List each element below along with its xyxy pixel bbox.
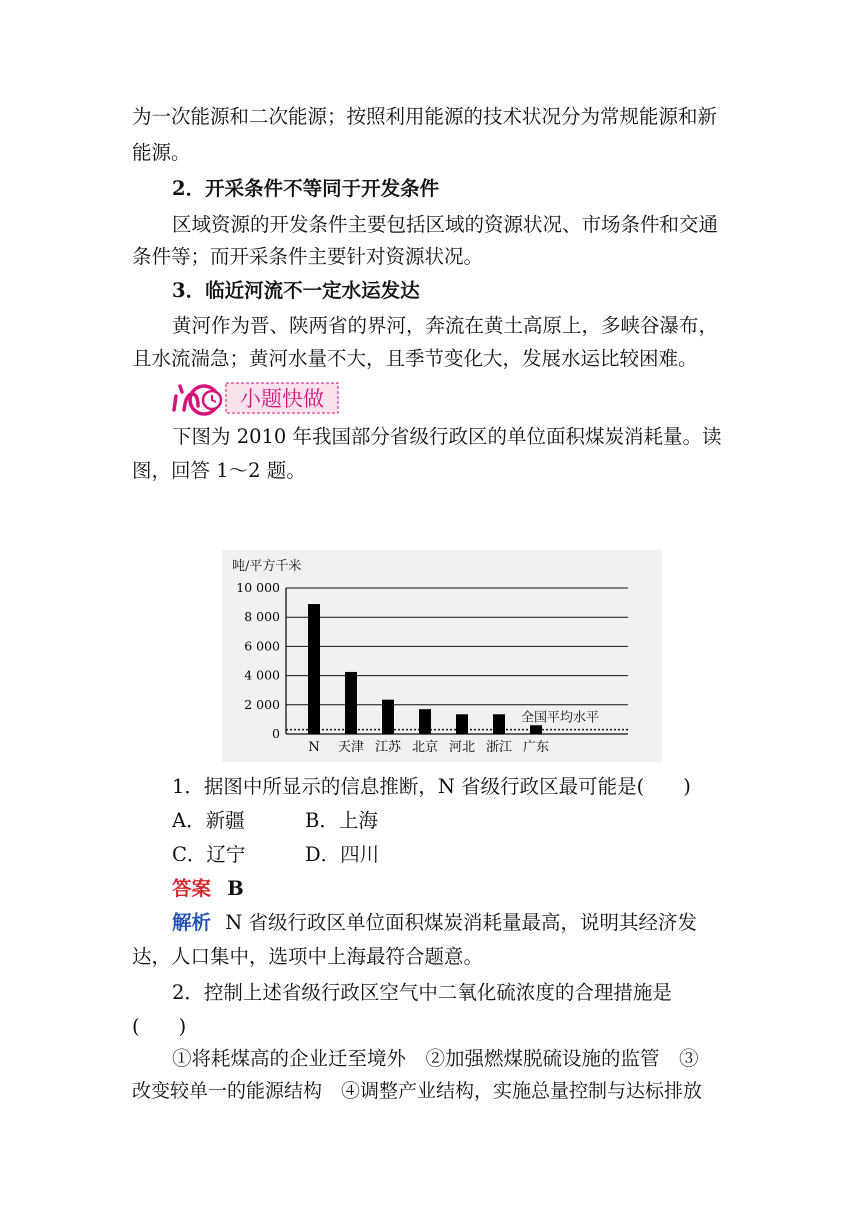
x-tick-label: 广东	[522, 740, 550, 755]
top-line-1: 为一次能源和二次能源；按照利用能源的技术状况分为常规能源和新	[132, 105, 718, 128]
q2-stem-line-2: ( )	[132, 1015, 187, 1038]
q2-options-line-2: 改变较单一的能源结构 ④调整产业结构，实施总量控制与达标排放	[132, 1080, 703, 1102]
q1-option-c: C．辽宁	[172, 843, 246, 866]
answer-value: B	[227, 877, 244, 900]
intro-line-1: 下图为 2010 年我国部分省级行政区的单位面积煤炭消耗量。读	[172, 425, 722, 448]
y-tick-label: 4 000	[244, 667, 280, 683]
y-tick-label: 8 000	[244, 609, 280, 625]
coal-consumption-chart	[222, 550, 662, 762]
q1-analysis-line-2: 达，人口集中，选项中上海最符合题意。	[132, 945, 484, 968]
bar-1	[345, 672, 357, 734]
intro-line-2: 图，回答 1～2 题。	[132, 459, 306, 482]
bar-5	[493, 714, 505, 734]
q2-options-line-1: ①将耗煤高的企业迁至境外 ②加强燃煤脱硫设施的监管 ③	[172, 1047, 699, 1070]
top-line-2: 能源。	[132, 141, 191, 164]
q2-stem-line-1: 2．控制上述省级行政区空气中二氧化硫浓度的合理措施是	[172, 981, 672, 1004]
x-tick-label: 江苏	[374, 740, 402, 755]
y-tick-label: 2 000	[244, 696, 280, 712]
x-tick-label: 天津	[337, 740, 365, 755]
q1-stem: 1．据图中所显示的信息推断，N 省级行政区最可能是( )	[172, 775, 691, 798]
bar-6	[530, 725, 542, 734]
x-tick-label: 北京	[411, 740, 439, 755]
q1-option-a: A．新疆	[172, 809, 245, 832]
q1-analysis-line-1	[172, 910, 732, 936]
quick-exercise-badge	[170, 380, 342, 416]
x-tick-label: N	[308, 740, 320, 755]
section-3-line-1: 黄河作为晋、陕两省的界河，奔流在黄土高原上，多峡谷瀑布，	[172, 314, 719, 337]
x-tick-label: 河北	[448, 740, 476, 755]
q1-option-b: B．上海	[305, 809, 378, 832]
q1-answer-row	[172, 876, 732, 902]
bar-4	[456, 714, 468, 734]
bar-0	[308, 604, 320, 734]
section-3-line-2: 且水流湍急；黄河水量不大，且季节变化大，发展水运比较困难。	[132, 347, 698, 370]
bar-2	[382, 700, 394, 734]
y-tick-label: 10 000	[236, 580, 280, 595]
section-3-heading: 3．临近河流不一定水运发达	[172, 279, 420, 302]
bar-3	[419, 709, 431, 734]
section-2-line-2: 条件等；而开采条件主要针对资源状况。	[132, 245, 484, 268]
badge-text: 小题快做	[240, 387, 324, 411]
answer-label: 答案	[172, 877, 212, 900]
analysis-label: 解析	[172, 911, 212, 934]
y-tick-label: 6 000	[244, 638, 280, 654]
q1-option-d: D．四川	[305, 843, 380, 866]
analysis-text: N 省级行政区单位面积煤炭消耗量最高，说明其经济发	[225, 911, 697, 934]
y-axis-label: 吨/平方千米	[232, 559, 302, 574]
section-2-heading: 2．开采条件不等同于开发条件	[172, 177, 440, 200]
y-tick-label: 0	[272, 726, 280, 741]
section-2-line-1: 区域资源的开发条件主要包括区域的资源状况、市场条件和交通	[172, 213, 719, 236]
x-tick-label: 浙江	[485, 740, 513, 755]
national-average-label: 全国平均水平	[520, 710, 600, 726]
